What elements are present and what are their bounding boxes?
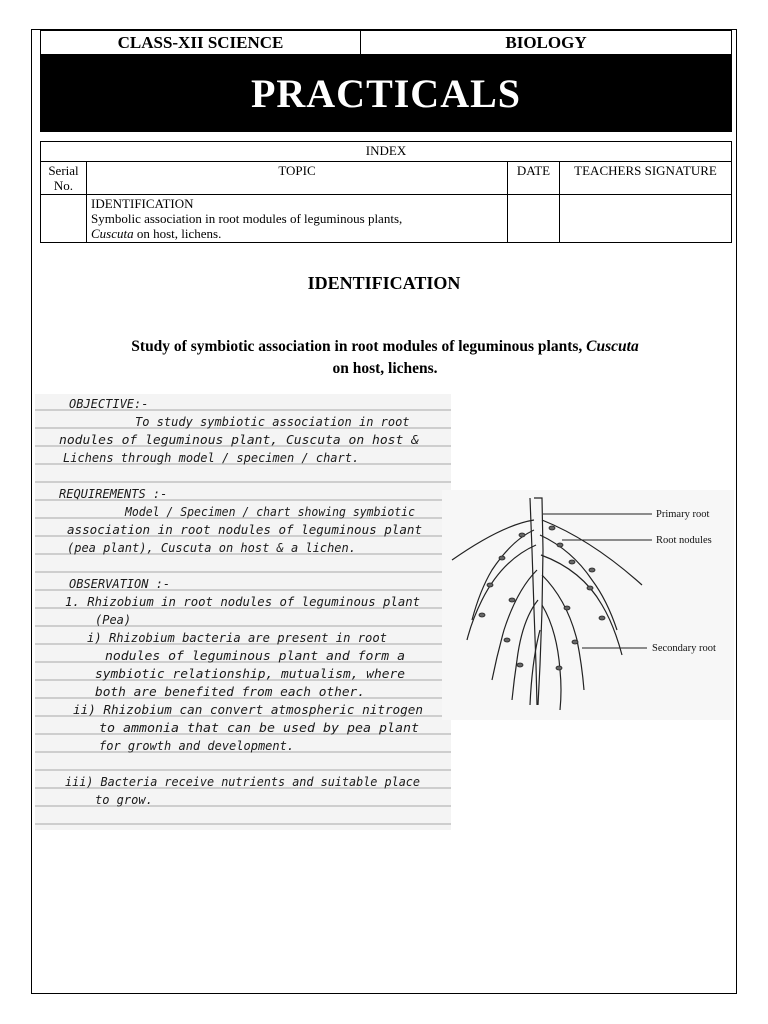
serial-cell	[41, 195, 87, 243]
section-heading: IDENTIFICATION	[307, 273, 461, 293]
study-title-part2: on host, lichens.	[332, 360, 438, 377]
col-topic: TOPIC	[87, 162, 508, 195]
header-info-row	[41, 31, 731, 55]
note-line: OBJECTIVE:-	[69, 397, 149, 411]
topic-rest: on host, lichens.	[133, 226, 222, 241]
index-table	[40, 141, 732, 243]
col-date: DATE	[508, 162, 560, 195]
note-line: (Pea)	[95, 613, 132, 627]
note-line: association in root nodules of leguminous plant	[67, 523, 423, 537]
table-row	[41, 195, 732, 243]
note-line: to grow.	[95, 793, 153, 807]
col-serial: Serial No.	[41, 162, 87, 195]
note-line: both are benefited from each other.	[95, 685, 365, 699]
note-line: (pea plant), Cuscuta on host & a lichen.	[67, 541, 356, 555]
root-nodule-diagram	[442, 490, 734, 720]
label-root-nodules: Root nodules	[656, 535, 712, 546]
note-line: REQUIREMENTS :-	[59, 487, 168, 501]
col-signature: TEACHERS SIGNATURE	[560, 162, 732, 195]
note-line: To study symbiotic association in root	[135, 415, 410, 429]
note-line: for growth and development.	[99, 739, 295, 753]
note-line: symbiotic relationship, mutualism, where	[95, 667, 405, 681]
note-line: iii) Bacteria receive nutrients and suitable place	[65, 775, 420, 789]
note-line: Model / Specimen / chart showing symbiotic	[124, 505, 415, 519]
practicals-banner: PRACTICALS	[41, 55, 731, 131]
topic-line: IDENTIFICATION	[91, 196, 194, 211]
subject-label: BIOLOGY	[505, 32, 587, 52]
date-cell	[508, 195, 560, 243]
document-header	[40, 30, 732, 132]
note-line: nodules of leguminous plant, Cuscuta on host &	[59, 433, 419, 447]
note-line: Lichens through model / specimen / chart.	[63, 451, 360, 465]
class-label: CLASS-XII SCIENCE	[41, 31, 361, 54]
study-title-italic: Cuscuta	[586, 338, 639, 355]
note-line: 1. Rhizobium in root nodules of leguminous plant	[65, 595, 420, 609]
practical-page	[31, 29, 737, 994]
note-line: i) Rhizobium bacteria are present in root	[87, 631, 387, 645]
note-line: to ammonia that can be used by pea plant	[99, 721, 419, 735]
signature-cell	[560, 195, 732, 243]
study-title	[82, 336, 688, 380]
handwritten-notes	[35, 394, 451, 830]
note-line: OBSERVATION :-	[69, 577, 171, 591]
topic-cell	[87, 195, 508, 243]
index-title: INDEX	[41, 142, 732, 162]
label-secondary-root: Secondary root	[652, 643, 716, 654]
note-line: nodules of leguminous plant and form a	[105, 649, 405, 663]
label-primary-root: Primary root	[656, 509, 710, 520]
topic-line	[91, 226, 503, 241]
topic-line: Symbolic association in root modules of leguminous plants,	[91, 211, 403, 226]
study-title-part1: Study of symbiotic association in root modules of leguminous plants,	[131, 338, 587, 355]
topic-italic: Cuscuta	[91, 226, 134, 241]
note-line: ii) Rhizobium can convert atmospheric nitrogen	[73, 703, 423, 717]
